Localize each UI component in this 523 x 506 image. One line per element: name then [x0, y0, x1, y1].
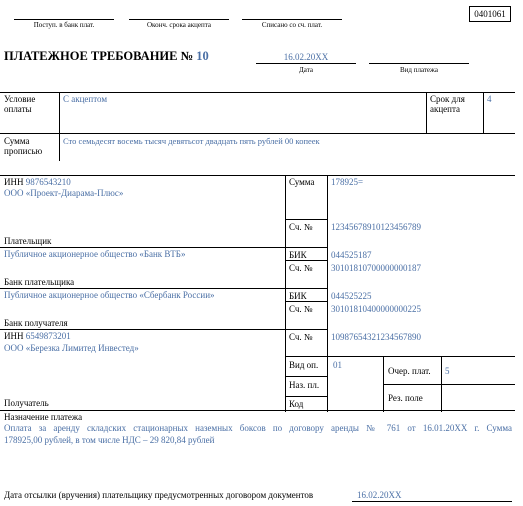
form-code: 0401061: [469, 6, 511, 22]
date-line: [256, 63, 356, 64]
rule-384: [383, 384, 515, 385]
debited-label: Списано со сч. плат.: [261, 21, 323, 29]
rule-260: [285, 260, 327, 261]
rule-219: [285, 219, 327, 220]
payer-bank-bik-label: БИК: [289, 250, 307, 260]
rule-356: [285, 356, 515, 357]
rez-label: Рез. поле: [388, 393, 423, 403]
payee-inn-label: ИНН: [4, 331, 24, 341]
term-label-2: акцепта: [430, 104, 461, 114]
rule-133: [0, 133, 515, 134]
title-text: ПЛАТЕЖНОЕ ТРЕБОВАНИЕ №: [4, 49, 194, 63]
rule-v327: [327, 175, 328, 412]
condition-label-2: оплаты: [4, 104, 32, 114]
payer-bank-acc-label: Сч. №: [289, 263, 313, 273]
rule-175: [0, 175, 515, 176]
acceptance-end-line: [129, 19, 229, 20]
payee-bank-acc-value: 30101810400000000225: [331, 304, 421, 314]
amount-words-value: Сто семьдесят восемь тысяч девятьсот двадцать пять рублей 00 копеек: [63, 136, 320, 146]
rule-301: [285, 301, 327, 302]
payer-bank-acc-value: 30101810700000000187: [331, 263, 421, 273]
payment-type-label: Вид платежа: [399, 66, 438, 74]
rule-376: [285, 376, 327, 377]
title-number: 10: [196, 49, 209, 63]
naz-pl-label: Наз. пл.: [289, 380, 320, 390]
payer-bank-label: Банк плательщика: [4, 277, 75, 287]
rule-329: [0, 329, 327, 330]
payee-label: Получатель: [4, 398, 49, 408]
term-value: 4: [487, 94, 492, 104]
received-line: [14, 19, 114, 20]
payer-account-label: Сч. №: [289, 222, 313, 232]
payment-type-line: [369, 63, 469, 64]
condition-value: С акцептом: [63, 94, 108, 104]
debited-line: [242, 19, 342, 20]
payer-name: ООО «Проект-Диарама-Плюс»: [4, 188, 124, 198]
term-label-1: Срок для: [430, 94, 465, 104]
dispatch-line: [352, 501, 512, 502]
amount-words-label-1: Сумма: [4, 136, 30, 146]
payee-account-value: 10987654321234567890: [331, 332, 421, 342]
ocher-value: 5: [445, 366, 450, 376]
payer-bank-name: Публичное акционерное общество «Банк ВТБ»: [4, 249, 186, 259]
payer-account-value: 12345678910123456789: [331, 222, 421, 232]
rule-v59: [59, 92, 60, 161]
payee-account-label: Сч. №: [289, 332, 313, 342]
amount-words-label-2: прописью: [4, 146, 43, 156]
payee-bank-acc-label: Сч. №: [289, 304, 313, 314]
vid-op-label: Вид оп.: [289, 360, 319, 370]
page-title: [4, 49, 209, 64]
payee-bank-bik-value: 044525225: [331, 291, 372, 301]
acceptance-end-label: Оконч. срока акцепта: [147, 21, 211, 29]
rule-247: [0, 247, 327, 248]
dispatch-label: Дата отсылки (вручения) плательщику предусмотренных договором документов: [4, 490, 314, 500]
rule-v426: [426, 92, 427, 133]
payer-inn-value: 9876543210: [25, 177, 71, 187]
payee-inn-value: 6549873201: [25, 331, 71, 341]
payer-label: Плательщик: [4, 236, 52, 246]
payee-bank-name: Публичное акционерное общество «Сбербанк России»: [4, 290, 215, 300]
rule-92: [0, 92, 515, 93]
term-label: [430, 94, 465, 114]
rule-410: [0, 410, 515, 411]
purpose-line-1: Оплата за аренду складских стационарных наземных боксов по договору аренды № 761 от 16.01.20ХХ г. Сумма: [4, 423, 512, 433]
vid-op-value: 01: [333, 360, 342, 370]
payee-name: ООО «Березка Лимитед Инвестед»: [4, 343, 139, 353]
date-value: 16.02.20XX: [283, 52, 329, 62]
payer-inn: [4, 177, 71, 187]
ocher-label: Очер. плат.: [388, 366, 431, 376]
rule-v483: [483, 92, 484, 133]
payer-bank-bik-value: 044525187: [331, 250, 372, 260]
rule-288: [0, 288, 327, 289]
payee-inn: [4, 331, 71, 341]
payer-inn-label: ИНН: [4, 177, 24, 187]
amount-label: Сумма: [289, 177, 315, 187]
purpose-label: Назначение платежа: [4, 412, 83, 422]
kod-label: Код: [289, 399, 304, 409]
amount-value: 178925=: [331, 177, 364, 187]
dispatch-value: 16.02.20ХХ: [357, 490, 402, 500]
condition-label-1: Условие: [4, 94, 36, 104]
payee-bank-bik-label: БИК: [289, 291, 307, 301]
payee-bank-label: Банк получателя: [4, 318, 68, 328]
purpose-line-2: 178925,00 рублей, в том числе НДС – 29 820,84 рублей: [4, 435, 215, 445]
received-label: Поступ. в банк плат.: [33, 21, 95, 29]
date-label: Дата: [299, 66, 313, 74]
rule-396: [285, 396, 327, 397]
condition-label: [4, 94, 35, 114]
amount-words-label: [4, 136, 42, 156]
